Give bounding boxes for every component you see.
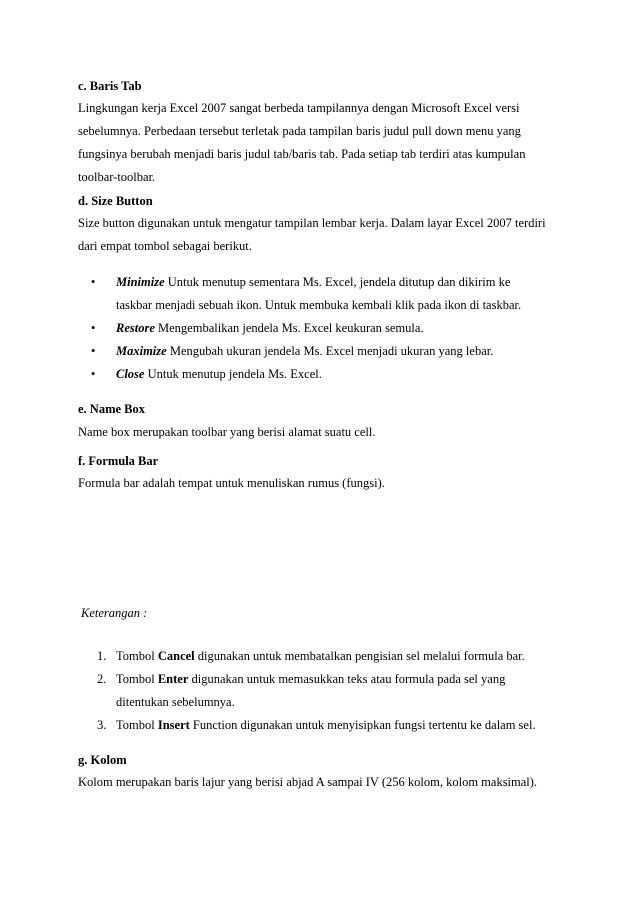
list-number: 3. — [97, 718, 107, 732]
term: Maximize — [116, 344, 167, 358]
list-item — [116, 344, 493, 358]
term: Insert — [157, 718, 190, 732]
list-item — [116, 321, 424, 335]
term: Minimize — [116, 275, 165, 289]
list-item — [116, 672, 505, 686]
item-text: Tombol — [116, 649, 158, 663]
term: Close — [116, 367, 145, 381]
item-text: Untuk menutup jendela Ms. Excel. — [144, 367, 322, 381]
bullet-icon: • — [91, 367, 96, 381]
keterangan-label: Keterangan : — [81, 606, 148, 620]
item-text: Untuk menutup sementara Ms. Excel, jendela ditutup dan dikirim ke — [164, 275, 511, 289]
paragraph-line: dari empat tombol sebagai berikut. — [78, 239, 252, 253]
paragraph-line: Kolom merupakan baris lajur yang berisi abjad A sampai IV (256 kolom, kolom maksimal). — [78, 775, 538, 789]
heading-formula-bar: f. Formula Bar — [78, 454, 159, 468]
item-text: Tombol — [116, 718, 158, 732]
heading-kolom: g. Kolom — [78, 753, 127, 767]
term: Restore — [116, 321, 155, 335]
paragraph-line: Name box merupakan toolbar yang berisi alamat suatu cell. — [78, 425, 376, 439]
paragraph-line: toolbar-toolbar. — [78, 170, 156, 184]
term: Enter — [157, 672, 189, 686]
list-item — [116, 275, 510, 289]
item-text: Function digunakan untuk menyisipkan fungsi tertentu ke dalam sel. — [189, 718, 536, 732]
term: Cancel — [157, 649, 195, 663]
item-text: Mengubah ukuran jendela Ms. Excel menjadi ukuran yang lebar. — [166, 344, 494, 358]
list-number: 2. — [97, 672, 107, 686]
paragraph-line: sebelumnya. Perbedaan tersebut terletak pada tampilan baris judul pull down menu yang — [78, 124, 521, 138]
list-item-continuation: ditentukan sebelumnya. — [116, 695, 235, 709]
item-text: digunakan untuk membatalkan pengisian sel melalui formula bar. — [194, 649, 525, 663]
bullet-icon: • — [91, 344, 96, 358]
list-item-continuation: taskbar menjadi sebuah ikon. Untuk membuka kembali klik pada ikon di taskbar. — [116, 298, 522, 312]
paragraph-line: Formula bar adalah tempat untuk menuliskan rumus (fungsi). — [78, 476, 385, 490]
list-number: 1. — [97, 649, 107, 663]
item-text: digunakan untuk memasukkan teks atau formula pada sel yang — [188, 672, 506, 686]
list-item — [116, 649, 525, 663]
paragraph-line: fungsinya berubah menjadi baris judul tab/baris tab. Pada setiap tab terdiri atas kumpulan — [78, 147, 526, 161]
list-item — [116, 718, 536, 732]
heading-baris-tab: c. Baris Tab — [78, 79, 142, 93]
item-text: Tombol — [116, 672, 158, 686]
paragraph-line: Size button digunakan untuk mengatur tampilan lembar kerja. Dalam layar Excel 2007 terdiri — [78, 216, 546, 230]
item-text: Mengembalikan jendela Ms. Excel keukuran semula. — [154, 321, 424, 335]
bullet-icon: • — [91, 275, 96, 289]
bullet-icon: • — [91, 321, 96, 335]
paragraph-line: Lingkungan kerja Excel 2007 sangat berbeda tampilannya dengan Microsoft Excel versi — [78, 101, 520, 115]
heading-name-box: e. Name Box — [78, 402, 145, 416]
heading-size-button: d. Size Button — [78, 194, 153, 208]
list-item — [116, 367, 322, 381]
